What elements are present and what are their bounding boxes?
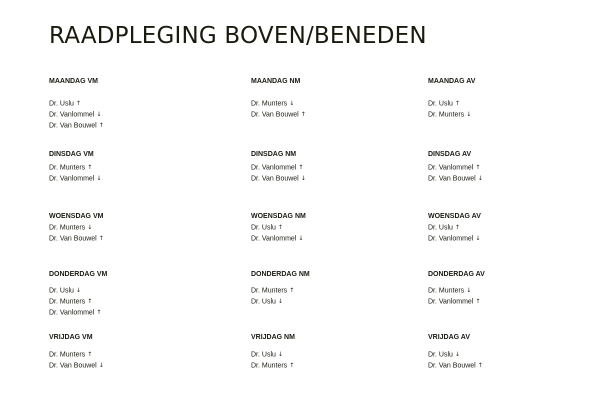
doctor-entry bbox=[49, 110, 219, 121]
doctor-list bbox=[428, 350, 598, 372]
schedule-slot bbox=[251, 77, 421, 121]
schedule-slot bbox=[428, 150, 598, 185]
doctor-list bbox=[49, 350, 219, 372]
doctor-name: Dr. Uslu bbox=[251, 351, 276, 359]
arrow-down-icon: ↓ bbox=[87, 224, 93, 231]
doctor-name: Dr. Munters bbox=[251, 100, 288, 108]
doctor-list bbox=[428, 223, 598, 245]
doctor-list bbox=[251, 99, 421, 121]
doctor-entry bbox=[251, 286, 421, 297]
doctor-entry bbox=[428, 361, 598, 372]
doctor-name: Dr. Uslu bbox=[251, 298, 276, 306]
doctor-name: Dr. Van Bouwel bbox=[49, 235, 97, 243]
doctor-entry bbox=[251, 350, 421, 361]
doctor-entry bbox=[49, 350, 219, 361]
arrow-down-icon: ↓ bbox=[277, 297, 283, 305]
doctor-entry bbox=[428, 223, 598, 234]
slot-heading: DONDERDAG NM bbox=[251, 271, 310, 278]
doctor-name: Dr. Van Bouwel bbox=[428, 175, 476, 183]
doctor-entry bbox=[251, 174, 421, 185]
doctor-entry bbox=[251, 99, 421, 110]
doctor-list bbox=[428, 99, 598, 121]
doctor-name: Dr. Van Bouwel bbox=[49, 122, 97, 130]
doctor-name: Dr. Vanlommel bbox=[49, 175, 95, 183]
slot-heading: DINSDAG NM bbox=[251, 151, 297, 158]
arrow-up-icon: ↑ bbox=[475, 297, 481, 305]
doctor-entry bbox=[49, 234, 219, 245]
slot-heading: DINSDAG VM bbox=[49, 151, 94, 158]
doctor-name: Dr. Vanlommel bbox=[428, 298, 474, 306]
arrow-up-icon: ↑ bbox=[75, 100, 81, 107]
arrow-up-icon: ↑ bbox=[98, 234, 104, 242]
arrow-up-icon: ↑ bbox=[454, 224, 460, 231]
slot-heading: WOENSDAG AV bbox=[428, 213, 481, 220]
doctor-name: Dr. Munters bbox=[49, 298, 86, 306]
page-title: RAADPLEGING BOVEN/BENEDEN bbox=[49, 23, 427, 49]
arrow-down-icon: ↓ bbox=[289, 100, 295, 107]
doctor-entry bbox=[428, 99, 598, 110]
doctor-list bbox=[428, 163, 598, 185]
arrow-up-icon: ↑ bbox=[87, 297, 93, 305]
doctor-entry bbox=[251, 361, 421, 372]
arrow-up-icon: ↑ bbox=[98, 121, 104, 129]
doctor-list bbox=[49, 223, 219, 245]
doctor-entry bbox=[428, 350, 598, 361]
doctor-list bbox=[49, 286, 219, 318]
slot-heading: VRIJDAG VM bbox=[49, 334, 93, 341]
doctor-name: Dr. Vanlommel bbox=[251, 235, 297, 243]
schedule-slot bbox=[49, 150, 219, 185]
doctor-name: Dr. Munters bbox=[251, 287, 288, 295]
arrow-down-icon: ↓ bbox=[96, 174, 102, 182]
arrow-up-icon: ↑ bbox=[87, 351, 93, 358]
arrow-up-icon: ↑ bbox=[477, 361, 483, 369]
schedule-slot bbox=[428, 333, 598, 372]
schedule-slot bbox=[251, 150, 421, 185]
doctor-entry bbox=[49, 286, 219, 297]
arrow-up-icon: ↑ bbox=[289, 361, 295, 369]
arrow-down-icon: ↓ bbox=[475, 234, 481, 242]
arrow-up-icon: ↑ bbox=[475, 164, 481, 171]
doctor-name: Dr. Munters bbox=[428, 111, 465, 119]
slot-heading: DINSDAG AV bbox=[428, 151, 472, 158]
arrow-up-icon: ↑ bbox=[298, 164, 304, 171]
slot-heading: MAANDAG NM bbox=[251, 78, 301, 85]
schedule-slot bbox=[49, 333, 219, 372]
arrow-down-icon: ↓ bbox=[454, 351, 460, 358]
doctor-name: Dr. Uslu bbox=[428, 351, 453, 359]
doctor-name: Dr. Uslu bbox=[49, 287, 74, 295]
doctor-name: Dr. Uslu bbox=[428, 100, 453, 108]
doctor-name: Dr. Van Bouwel bbox=[428, 362, 476, 370]
doctor-entry bbox=[251, 223, 421, 234]
schedule-slot bbox=[428, 270, 598, 308]
doctor-entry bbox=[49, 223, 219, 234]
arrow-up-icon: ↑ bbox=[289, 287, 295, 294]
arrow-down-icon: ↓ bbox=[75, 287, 81, 294]
slot-heading: VRIJDAG AV bbox=[428, 334, 471, 341]
doctor-name: Dr. Munters bbox=[251, 362, 288, 370]
doctor-name: Dr. Vanlommel bbox=[49, 111, 95, 119]
arrow-up-icon: ↑ bbox=[454, 100, 460, 107]
doctor-entry bbox=[49, 174, 219, 185]
arrow-up-icon: ↑ bbox=[277, 224, 283, 231]
doctor-name: Dr. Van Bouwel bbox=[49, 362, 97, 370]
doctor-list bbox=[49, 163, 219, 185]
arrow-down-icon: ↓ bbox=[477, 174, 483, 182]
schedule-slot bbox=[251, 333, 421, 372]
doctor-name: Dr. Munters bbox=[49, 164, 86, 172]
doctor-name: Dr. Uslu bbox=[49, 100, 74, 108]
doctor-entry bbox=[428, 234, 598, 245]
arrow-down-icon: ↓ bbox=[466, 110, 472, 118]
doctor-name: Dr. Vanlommel bbox=[49, 309, 95, 317]
doctor-name: Dr. Van Bouwel bbox=[251, 111, 299, 119]
arrow-down-icon: ↓ bbox=[466, 287, 472, 294]
schedule-slot bbox=[251, 270, 421, 308]
doctor-entry bbox=[428, 163, 598, 174]
schedule-slot bbox=[428, 212, 598, 245]
doctor-list bbox=[49, 99, 219, 131]
doctor-entry bbox=[428, 286, 598, 297]
schedule-slot bbox=[428, 77, 598, 121]
doctor-name: Dr. Munters bbox=[428, 287, 465, 295]
schedule-slot bbox=[49, 77, 219, 131]
doctor-name: Dr. Uslu bbox=[428, 224, 453, 232]
doctor-entry bbox=[49, 361, 219, 372]
doctor-name: Dr. Vanlommel bbox=[251, 164, 297, 172]
doctor-list bbox=[251, 350, 421, 372]
doctor-entry bbox=[251, 297, 421, 308]
arrow-down-icon: ↓ bbox=[300, 174, 306, 182]
doctor-name: Dr. Munters bbox=[49, 224, 86, 232]
doctor-name: Dr. Munters bbox=[49, 351, 86, 359]
doctor-list bbox=[428, 286, 598, 308]
arrow-down-icon: ↓ bbox=[98, 361, 104, 369]
doctor-entry bbox=[428, 174, 598, 185]
doctor-entry bbox=[49, 163, 219, 174]
doctor-entry bbox=[251, 234, 421, 245]
doctor-name: Dr. Vanlommel bbox=[428, 164, 474, 172]
arrow-down-icon: ↓ bbox=[96, 110, 102, 118]
schedule-slot bbox=[251, 212, 421, 245]
slot-heading: VRIJDAG NM bbox=[251, 334, 295, 341]
slot-heading: WOENSDAG NM bbox=[251, 213, 306, 220]
arrow-down-icon: ↓ bbox=[277, 351, 283, 358]
arrow-down-icon: ↓ bbox=[298, 234, 304, 242]
slot-heading: DONDERDAG AV bbox=[428, 271, 485, 278]
schedule-slot bbox=[49, 212, 219, 245]
arrow-up-icon: ↑ bbox=[87, 164, 93, 171]
doctor-entry bbox=[49, 308, 219, 319]
doctor-entry bbox=[49, 121, 219, 132]
doctor-name: Dr. Van Bouwel bbox=[251, 175, 299, 183]
doctor-entry bbox=[49, 99, 219, 110]
slot-heading: MAANDAG VM bbox=[49, 78, 98, 85]
doctor-entry bbox=[251, 110, 421, 121]
doctor-name: Dr. Uslu bbox=[251, 224, 276, 232]
doctor-entry bbox=[428, 110, 598, 121]
doctor-entry bbox=[428, 297, 598, 308]
arrow-up-icon: ↑ bbox=[300, 110, 306, 118]
doctor-entry bbox=[49, 297, 219, 308]
doctor-name: Dr. Vanlommel bbox=[428, 235, 474, 243]
arrow-up-icon: ↑ bbox=[96, 308, 102, 316]
doctor-list bbox=[251, 286, 421, 308]
slot-heading: WOENSDAG VM bbox=[49, 213, 104, 220]
doctor-list bbox=[251, 223, 421, 245]
schedule-slot bbox=[49, 270, 219, 318]
doctor-list bbox=[251, 163, 421, 185]
doctor-entry bbox=[251, 163, 421, 174]
slot-heading: DONDERDAG VM bbox=[49, 271, 108, 278]
slot-heading: MAANDAG AV bbox=[428, 78, 476, 85]
